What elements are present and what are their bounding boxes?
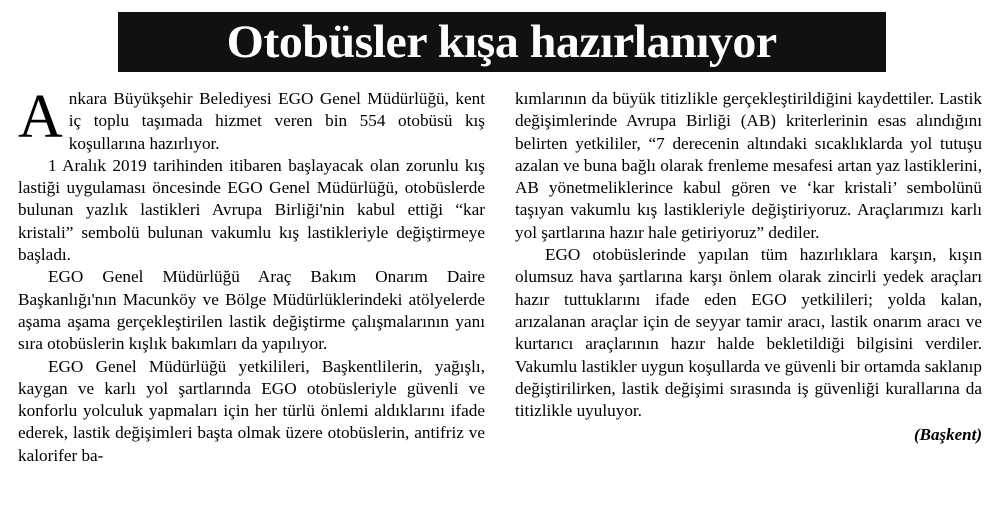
headline-banner (118, 12, 886, 72)
byline: (Başkent) (914, 425, 982, 445)
page-title: Otobüsler kışa hazırlanıyor (226, 16, 778, 68)
left-column (18, 83, 485, 502)
article-body (18, 83, 982, 502)
drop-cap: A (18, 83, 63, 151)
paragraph: EGO Genel Müdürlüğü yetkilileri, Başkentlilerin, yağışlı, kaygan ve karlı yol şartlarında EGO otobüsleriyle güvenli ve konforlu yolculuk yapmaları için her türlü önlemi aldıklarını ifade ederek, lastik değişimleri başta olmak üzere otobüslerin, antifriz ve kalorifer ba- (18, 356, 485, 465)
paragraph-text: nkara Büyükşehir Belediyesi EGO Genel Müdürlüğü, kent iç toplu taşımada hizmet veren bin 554 otobüsü kış koşullarına hazırlıyor. (68, 89, 485, 153)
paragraph: EGO Genel Müdürlüğü Araç Bakım Onarım Daire Başkanlığı'nın Macunköy ve Bölge Müdürlüklerindeki atölyelerde aşama aşama gerçekleştirilen lastik değiştirme çalışmalarının yanı sıra otobüslerin kışlık bakımları da yapılıyor. (18, 267, 485, 354)
paragraph: EGO otobüslerinde yapılan tüm hazırlıklara karşın, kışın olumsuz hava şartlarına karşı önlem olarak zincirli yedek araçları hazır tuttuklarını ifade eden EGO yetkilileri; yolda kalan, arızalanan araçlar için de seyyar tamir aracı, lastik onarım aracı ve kurtarıcı araçlarının hazır halde bekletildiği bilgisini verdiler. Vakumlu lastikler uygun koşullarda ve güvenli bir ortamda saklanıp değiştirilirken, lastik değişimi sırasında iş güvenliği kurallarına da titizlikle uyuluyor. (515, 245, 982, 421)
right-column (515, 88, 982, 502)
paragraph: kımlarının da büyük titizlikle gerçekleştirildiğini kaydettiler. Lastik değişimlerinde Avrupa Birliği (AB) kriterlerinin esas alındığını belirten yetkililer, “7 derecenin altındaki sıcaklıklarda yol tutuşu azalan ve buna bağlı olarak frenleme mesafesi artan yaz lastiklerini, AB yönetmeliklerince kabul gören ve ‘kar kristali’ sembolünü taşıyan vakumlu kış lastikleriyle değiştiriyoruz. Araçlarımızı karlı yol şartlarına hazır hale getiriyoruz” dediler. (515, 89, 982, 242)
paragraph (18, 83, 485, 155)
paragraph: 1 Aralık 2019 tarihinden itibaren başlayacak olan zorunlu kış lastiği uygulaması öncesinde EGO Genel Müdürlüğü, otobüslerde bulunan yazlık lastikleri Avrupa Birliği'nin kabul ettiği “kar kristali” sembolü bulunan vakumlu kış lastikleriyle değiştirmeye başladı. (18, 155, 485, 265)
